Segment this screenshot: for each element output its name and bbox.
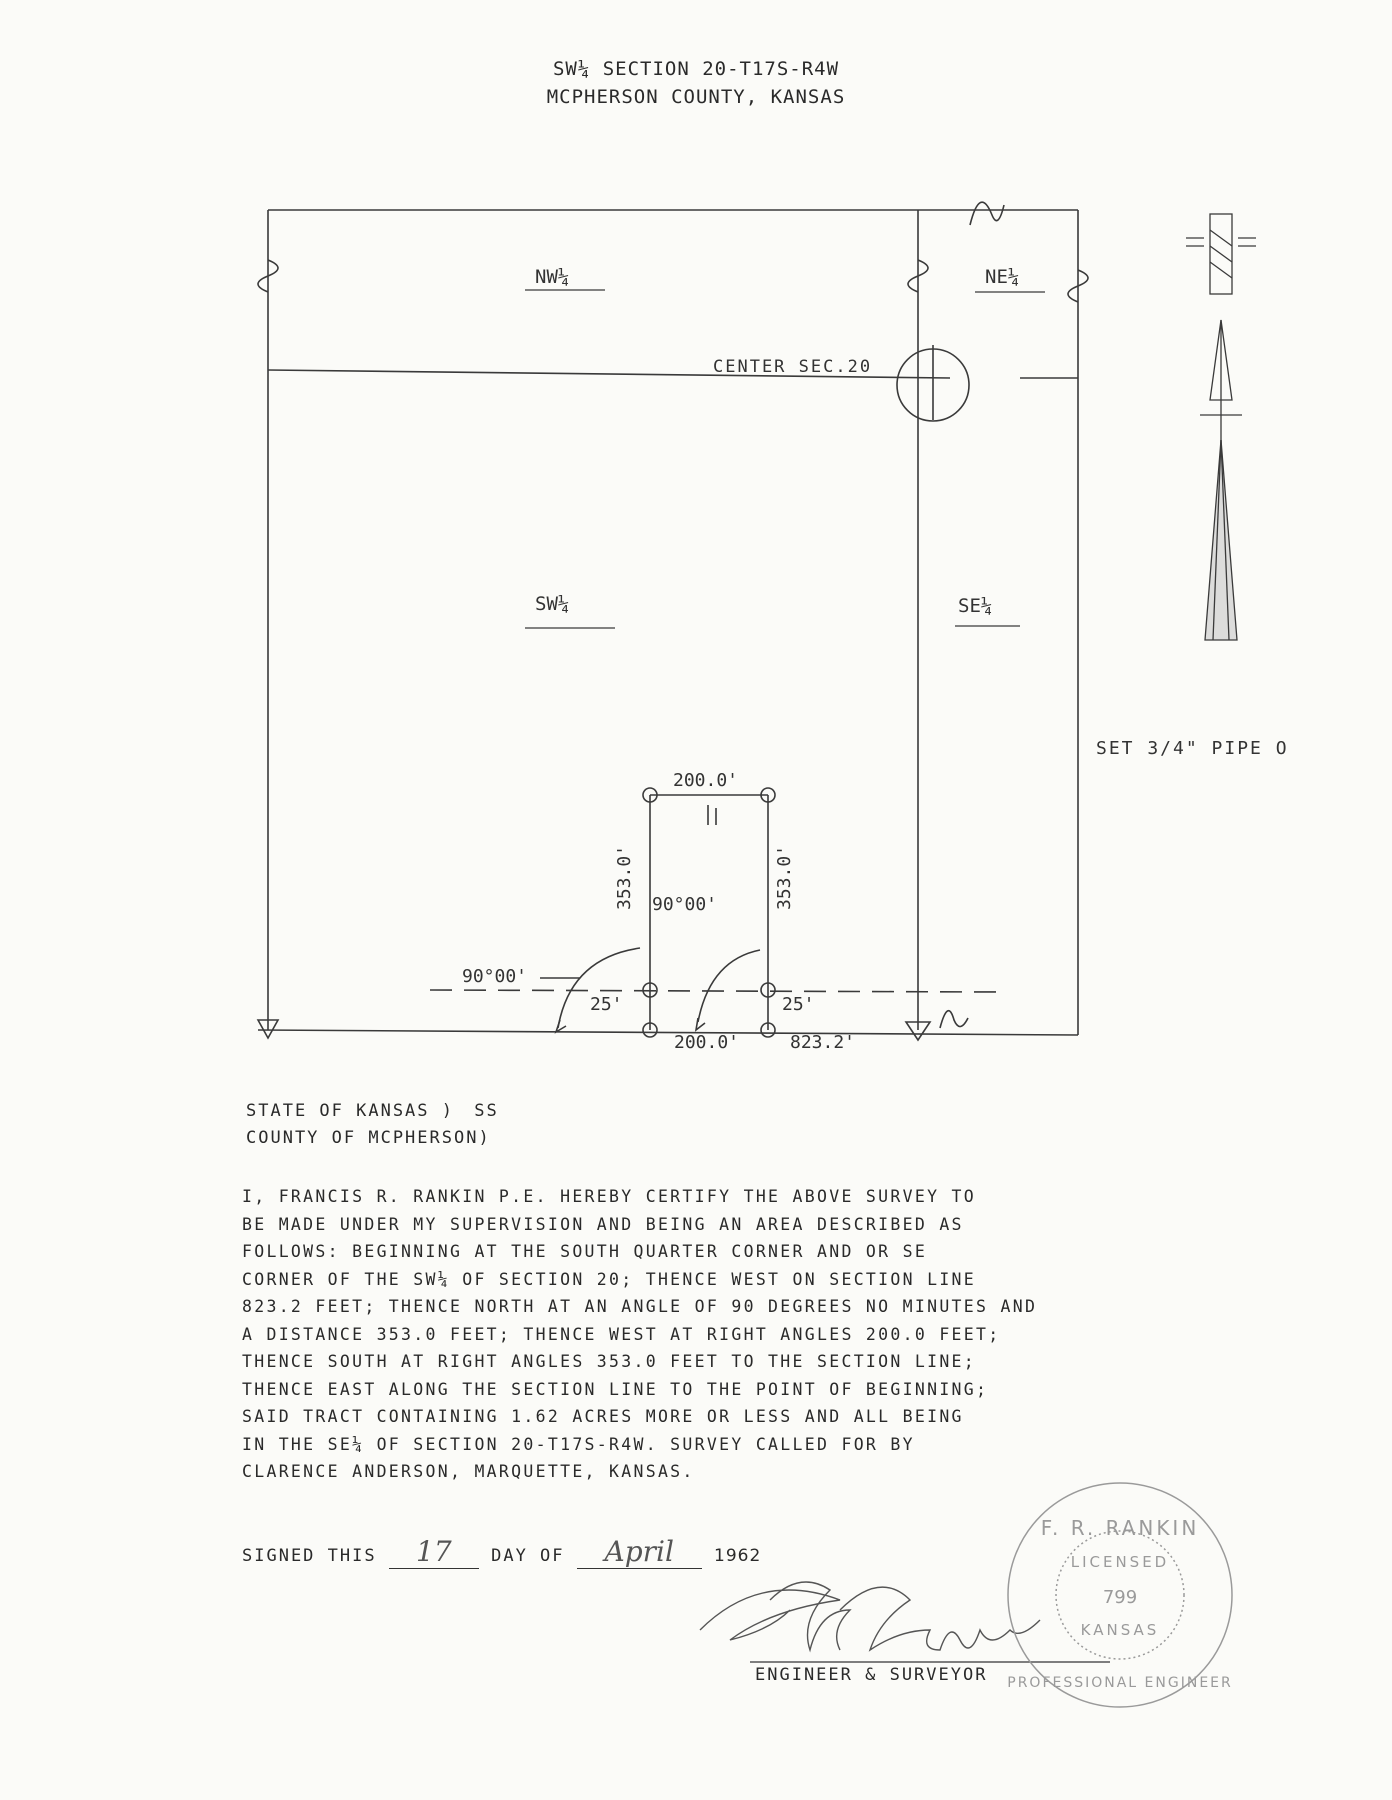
ne-quarter-label: NE¼ — [985, 266, 1020, 288]
document-title: SW¼ SECTION 20-T17S-R4W — [552, 58, 840, 80]
venue-county: COUNTY OF MCPHERSON) — [246, 1128, 491, 1148]
angle-inner: 90°00' — [652, 894, 718, 915]
svg-text:LICENSED: LICENSED — [1070, 1553, 1170, 1571]
signed-prefix: SIGNED THIS — [242, 1546, 377, 1566]
break-mark-north — [970, 202, 1004, 225]
svg-text:KANSAS: KANSAS — [1080, 1621, 1160, 1639]
certificate-line: FOLLOWS: BEGINNING AT THE SOUTH QUARTER CORNER AND OR SE — [242, 1242, 928, 1261]
certificate-line: A DISTANCE 353.0 FEET; THENCE WEST AT RIGHT ANGLES 200.0 FEET; — [242, 1324, 1001, 1344]
certificate-line: THENCE EAST ALONG THE SECTION LINE TO THE POINT OF BEGINNING; — [242, 1379, 989, 1399]
engineer-role: ENGINEER & SURVEYOR — [755, 1665, 988, 1685]
angle-arc-inner — [698, 950, 760, 1022]
nw-quarter-label: NW¼ — [535, 266, 570, 288]
certificate-line: SAID TRACT CONTAINING 1.62 ACRES MORE OR LESS AND ALL BEING — [242, 1407, 964, 1426]
offset-left: 25' — [590, 994, 623, 1015]
se-quarter-label: SE¼ — [958, 595, 993, 617]
signed-month: April — [577, 1535, 702, 1569]
offset-dashed-line — [430, 990, 1000, 992]
dim-top: 200.0' — [673, 770, 739, 791]
dim-east: 353.0' — [774, 844, 795, 910]
signed-day: 17 — [389, 1535, 479, 1569]
signed-year: 1962 — [714, 1546, 762, 1566]
dim-to-corner: 823.2' — [790, 1032, 856, 1053]
south-section-line — [258, 1030, 1078, 1035]
certificate-line: I, FRANCIS R. RANKIN P.E. HEREBY CERTIFY THE ABOVE SURVEY TO — [242, 1187, 977, 1206]
offset-right: 25' — [782, 994, 815, 1015]
center-section-label: CENTER SEC.20 — [713, 357, 873, 377]
signed-day-of: DAY OF — [491, 1546, 565, 1566]
svg-text:F. R. RANKIN: F. R. RANKIN — [1040, 1516, 1200, 1540]
dim-west: 353.0' — [614, 844, 635, 910]
certificate-line: 823.2 FEET; THENCE NORTH AT AN ANGLE OF 90 DEGREES NO MINUTES AND — [242, 1297, 1038, 1316]
certificate-line: CLARENCE ANDERSON, MARQUETTE, KANSAS. — [242, 1462, 695, 1481]
certificate-line: BE MADE UNDER MY SUPERVISION AND BEING AN AREA DESCRIBED AS — [242, 1214, 964, 1234]
certificate-text — [242, 1183, 1162, 1486]
venue-block — [246, 1098, 499, 1152]
venue-state: STATE OF KANSAS ) — [246, 1101, 454, 1121]
angle-outer: 90°00' — [462, 966, 528, 987]
sw-quarter-label: SW¼ — [535, 593, 570, 615]
north-arrow-icon — [1186, 214, 1256, 640]
break-mark-south — [940, 1011, 968, 1028]
svg-text:PROFESSIONAL ENGINEER: PROFESSIONAL ENGINEER — [1007, 1675, 1233, 1691]
svg-text:799: 799 — [1102, 1587, 1138, 1608]
certificate-line: IN THE SE¼ OF SECTION 20-T17S-R4W. SURVEY CALLED FOR BY — [242, 1434, 915, 1454]
dim-bottom: 200.0' — [674, 1032, 740, 1053]
certificate-line: THENCE SOUTH AT RIGHT ANGLES 353.0 FEET TO THE SECTION LINE; — [242, 1352, 977, 1371]
county-title: MCPHERSON COUNTY, KANSAS — [546, 86, 846, 108]
angle-arc-outer — [558, 948, 640, 1028]
engineer-seal — [1000, 1475, 1240, 1715]
venue-ss: SS — [474, 1101, 499, 1121]
pipe-legend: SET 3/4" PIPE O — [1096, 738, 1289, 759]
certificate-line: CORNER OF THE SW¼ OF SECTION 20; THENCE WEST ON SECTION LINE — [242, 1269, 977, 1289]
signed-line — [242, 1535, 761, 1569]
